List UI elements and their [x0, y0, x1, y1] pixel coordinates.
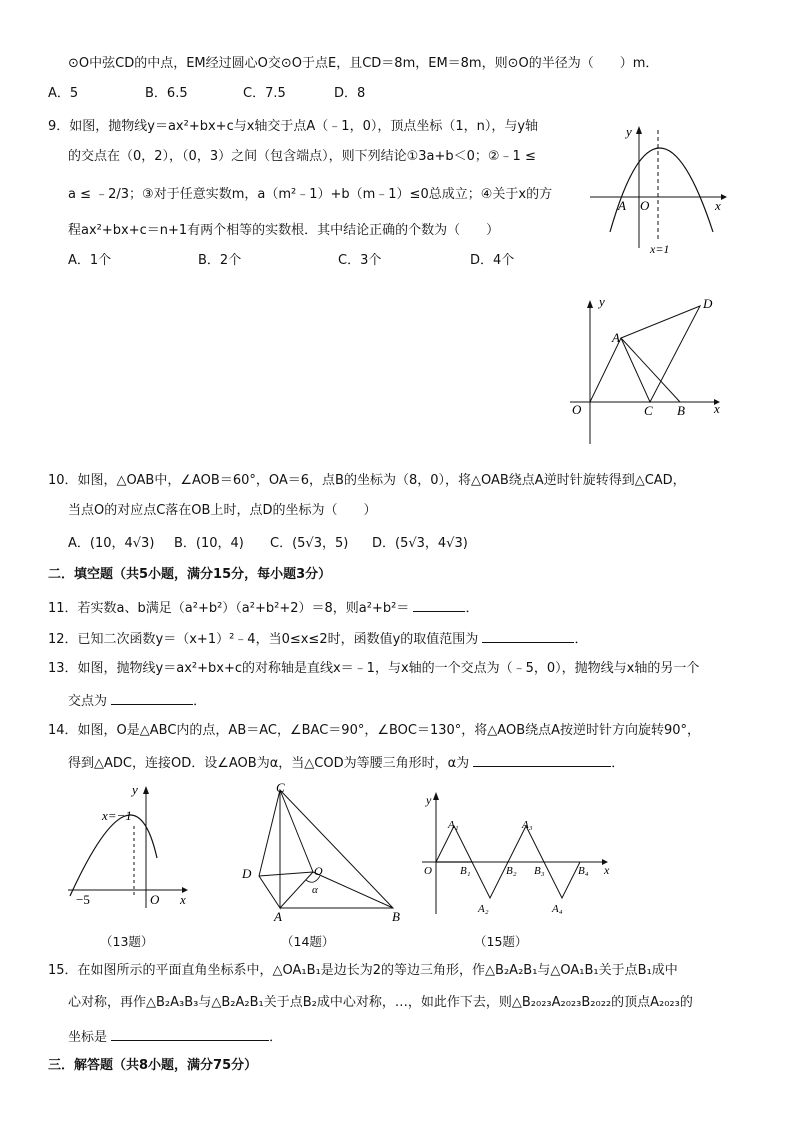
x-label: x: [604, 863, 610, 877]
q8-option-c: C．7.5: [243, 86, 286, 101]
q9-option-c: C．3个: [338, 253, 382, 268]
q14-line1: 14．如图，O是△ABC内的点，AB＝AC，∠BAC＝90°，∠BOC＝130°，将△AOB绕点A按逆时针方向旋转90°，: [48, 723, 701, 738]
fig14-caption: （14题）: [281, 934, 335, 949]
q8-option-a: A．5: [48, 86, 79, 101]
q9-line1: 9．如图，抛物线y＝ax²+bx+c与x轴交于点A（﹣1，0），顶点坐标（1，n），与y轴: [48, 119, 539, 134]
triangle-adc: [259, 790, 280, 908]
a3-label: A₃: [522, 819, 533, 831]
fig15-caption: （15题）: [474, 934, 528, 949]
fig14-triangle: [236, 782, 406, 922]
fig13-parabola: [64, 782, 194, 912]
y-label: y: [599, 294, 605, 309]
y-axis-arrow: [143, 786, 149, 794]
fig15-zigzag: [418, 790, 614, 920]
segment-co: [280, 790, 313, 872]
point-b-label: B: [677, 403, 685, 418]
q10-option-b: B．(10，4): [174, 536, 244, 551]
q14-line2: 得到△ADC，连接OD．设∠AOB为α，当△COD为等腰三角形时，α为 ．: [68, 752, 624, 773]
q9-line4: 程ax²+bx+c＝n+1有两个相等的实数根．其中结论正确的个数为（ ）: [68, 223, 500, 238]
point-a-label: A: [274, 909, 282, 924]
segment-ob: [313, 872, 393, 908]
segment-ao: [280, 872, 313, 908]
section-3-heading: 三．解答题（共8小题，满分75分）: [48, 1058, 258, 1073]
origin-label: O: [640, 198, 650, 213]
q15-answer-blank[interactable]: [111, 1026, 269, 1041]
q10-option-a: A．(10，4√3): [68, 536, 155, 551]
point-d-label: D: [242, 866, 252, 881]
symmetry-axis-label: x=1: [650, 242, 670, 256]
point-a-label: A: [612, 330, 620, 345]
point-o-label: O: [572, 402, 582, 417]
q10-line1: 10．如图，△OAB中，∠AOB＝60°，OA＝6，点B的坐标为（8，0），将△OAB绕点A逆时针旋转得到△CAD，: [48, 473, 686, 488]
q12-line: 12．已知二次函数y＝（x+1）²﹣4，当0≤x≤2时，函数值y的取值范围为 ．: [48, 628, 587, 649]
b3-label: B₃: [534, 865, 545, 877]
a2-label: A₂: [478, 903, 489, 915]
x-label: x: [715, 198, 721, 213]
origin-label: O: [424, 865, 432, 877]
q13-answer-blank[interactable]: [111, 690, 193, 705]
point-d-label: D: [703, 296, 713, 311]
q10-line2: 当点O的对应点C落在OB上时，点D的坐标为（ ）: [68, 503, 377, 518]
parabola-curve: [70, 815, 157, 896]
b4-label: B₄: [578, 865, 589, 877]
y-axis-arrow: [636, 126, 642, 134]
a4-label: A₄: [552, 903, 563, 915]
q8-option-d: D．8: [334, 86, 366, 101]
y-label: y: [626, 124, 632, 139]
q11-text: 11．若实数a、b满足（a²+b²）（a²+b²+2）＝8，则a²+b²＝: [48, 601, 410, 616]
q9-parabola-figure: [588, 120, 728, 260]
y-label: y: [132, 782, 138, 797]
section-2-heading: 二．填空题（共5小题，满分15分，每小题3分）: [48, 567, 332, 582]
q9-line2: 的交点在（0，2），（0，3）之间（包含端点），则下列结论①3a+b＜0；②﹣1 ≤: [68, 149, 536, 164]
q10-option-c: C．(5√3，5): [270, 536, 349, 551]
triangle-abc: [280, 790, 393, 908]
origin-label: O: [150, 892, 160, 907]
q13-line2: 交点为 ．: [68, 690, 206, 711]
q8-text: ⊙O中弦CD的中点，EM经过圆心O交⊙O于点E，且CD＝8m，EM＝8m，则⊙O的半径为（ ）m．: [68, 56, 659, 71]
neg5-label: −5: [76, 892, 90, 907]
fig13-caption: （13题）: [100, 934, 154, 949]
y-axis-arrow: [587, 300, 593, 308]
q13-line1: 13．如图，抛物线y＝ax²+bx+c的对称轴是直线x＝﹣1，与x轴的一个交点为（﹣5，0），抛物线与x轴的另一个: [48, 661, 700, 676]
q10-option-d: D．(5√3，4√3): [372, 536, 468, 551]
q11-line: 11．若实数a、b满足（a²+b²）（a²+b²+2）＝8，则a²+b²＝ ．: [48, 597, 478, 618]
q9-option-b: B．2个: [198, 253, 242, 268]
q15-line1: 15．在如图所示的平面直角坐标系中，△OA₁B₁是边长为2的等边三角形，作△B₂A₂B₁与△OA₁B₁关于点B₁成中: [48, 963, 678, 978]
point-c-label: C: [644, 403, 653, 418]
q9-option-d: D．4个: [470, 253, 515, 268]
triangle-cad: [621, 306, 700, 402]
point-o-label: O: [314, 864, 323, 878]
segment-do: [259, 872, 313, 876]
point-a-label: A: [618, 198, 626, 213]
b2-label: B₂: [506, 865, 517, 877]
y-label: y: [426, 793, 432, 807]
alpha-label: α: [312, 884, 318, 896]
x-axis-arrow: [721, 194, 727, 200]
q10-triangle-figure: [566, 292, 730, 446]
q9-line3: a ≤ ﹣2/3；③对于任意实数m，a（m²﹣1）+b（m﹣1）≤0总成立；④关于x的方: [68, 187, 553, 202]
q9-option-a: A．1个: [68, 253, 112, 268]
x-label: x: [714, 401, 720, 416]
symmetry-axis-label: x=−1: [102, 808, 132, 823]
q15-text: 坐标是: [68, 1030, 108, 1045]
point-b-label: B: [392, 909, 400, 924]
x-label: x: [180, 892, 186, 907]
q14-answer-blank[interactable]: [473, 752, 611, 767]
q12-answer-blank[interactable]: [482, 628, 574, 643]
a1-label: A₁: [448, 819, 459, 831]
q15-line3: 坐标是 ．: [68, 1026, 282, 1047]
y-axis-arrow: [433, 792, 439, 800]
q11-answer-blank[interactable]: [413, 597, 465, 612]
parabola-curve: [610, 148, 713, 232]
point-c-label: C: [276, 780, 285, 795]
q12-text: 12．已知二次函数y＝（x+1）²﹣4，当0≤x≤2时，函数值y的取值范围为: [48, 632, 479, 647]
q8-option-b: B．6.5: [145, 86, 188, 101]
q13-text: 交点为: [68, 694, 108, 709]
b1-label: B₁: [460, 865, 471, 877]
q14-text: 得到△ADC，连接OD．设∠AOB为α，当△COD为等腰三角形时，α为: [68, 756, 470, 771]
q15-line2: 心对称，再作△B₂A₃B₃与△B₂A₂B₁关于点B₂成中心对称，…，如此作下去，则△B₂₀₂₃A₂₀₂₃B₂₀₂₂的顶点A₂₀₂₃的: [68, 995, 693, 1010]
